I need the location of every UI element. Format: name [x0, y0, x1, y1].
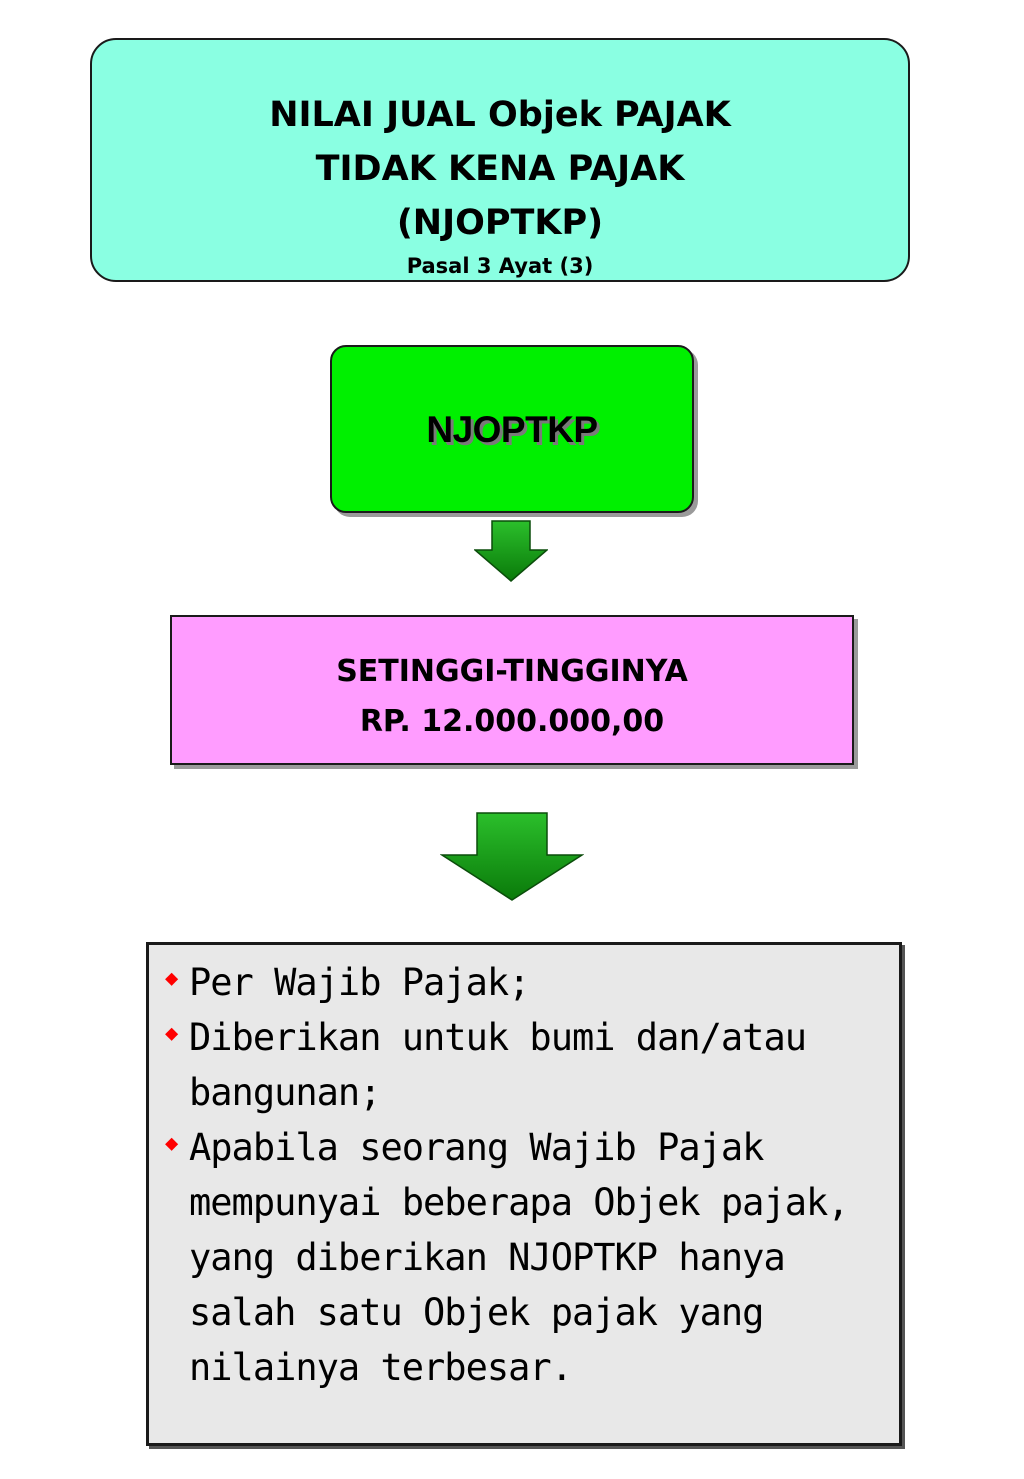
njoptkp-label: NJOPTKP	[426, 409, 598, 450]
note-text: Diberikan untuk bumi dan/atau bangunan;	[189, 1016, 807, 1114]
limit-box	[170, 615, 854, 765]
note-text: Per Wajib Pajak;	[189, 961, 530, 1004]
njoptkp-box	[330, 345, 694, 513]
diamond-bullet-icon: ◆	[165, 966, 179, 991]
notes-box	[146, 942, 902, 1446]
list-item	[163, 955, 885, 1010]
list-item	[163, 1010, 885, 1120]
title-box	[90, 38, 910, 282]
diamond-bullet-icon: ◆	[165, 1131, 179, 1156]
arrow-down-icon	[474, 520, 548, 582]
list-item	[163, 1120, 885, 1395]
limit-line-2: RP. 12.000.000,00	[359, 704, 665, 739]
title-subtitle: Pasal 3 Ayat (3)	[406, 254, 594, 278]
diamond-bullet-icon: ◆	[165, 1021, 179, 1046]
title-line-1: NILAI JUAL Objek PAJAK	[269, 95, 731, 135]
note-text: Apabila seorang Wajib Pajak mempunyai beberapa Objek pajak, yang diberikan NJOPTKP hanya salah satu Objek pajak yang nilainya terbesar.	[189, 1126, 849, 1389]
notes-list	[163, 955, 885, 1395]
limit-line-1: SETINGGI-TINGGINYA	[336, 654, 688, 689]
title-line-3: (NJOPTKP)	[396, 203, 604, 243]
arrow-down-icon	[440, 812, 584, 902]
title-line-2: TIDAK KENA PAJAK	[315, 149, 685, 189]
